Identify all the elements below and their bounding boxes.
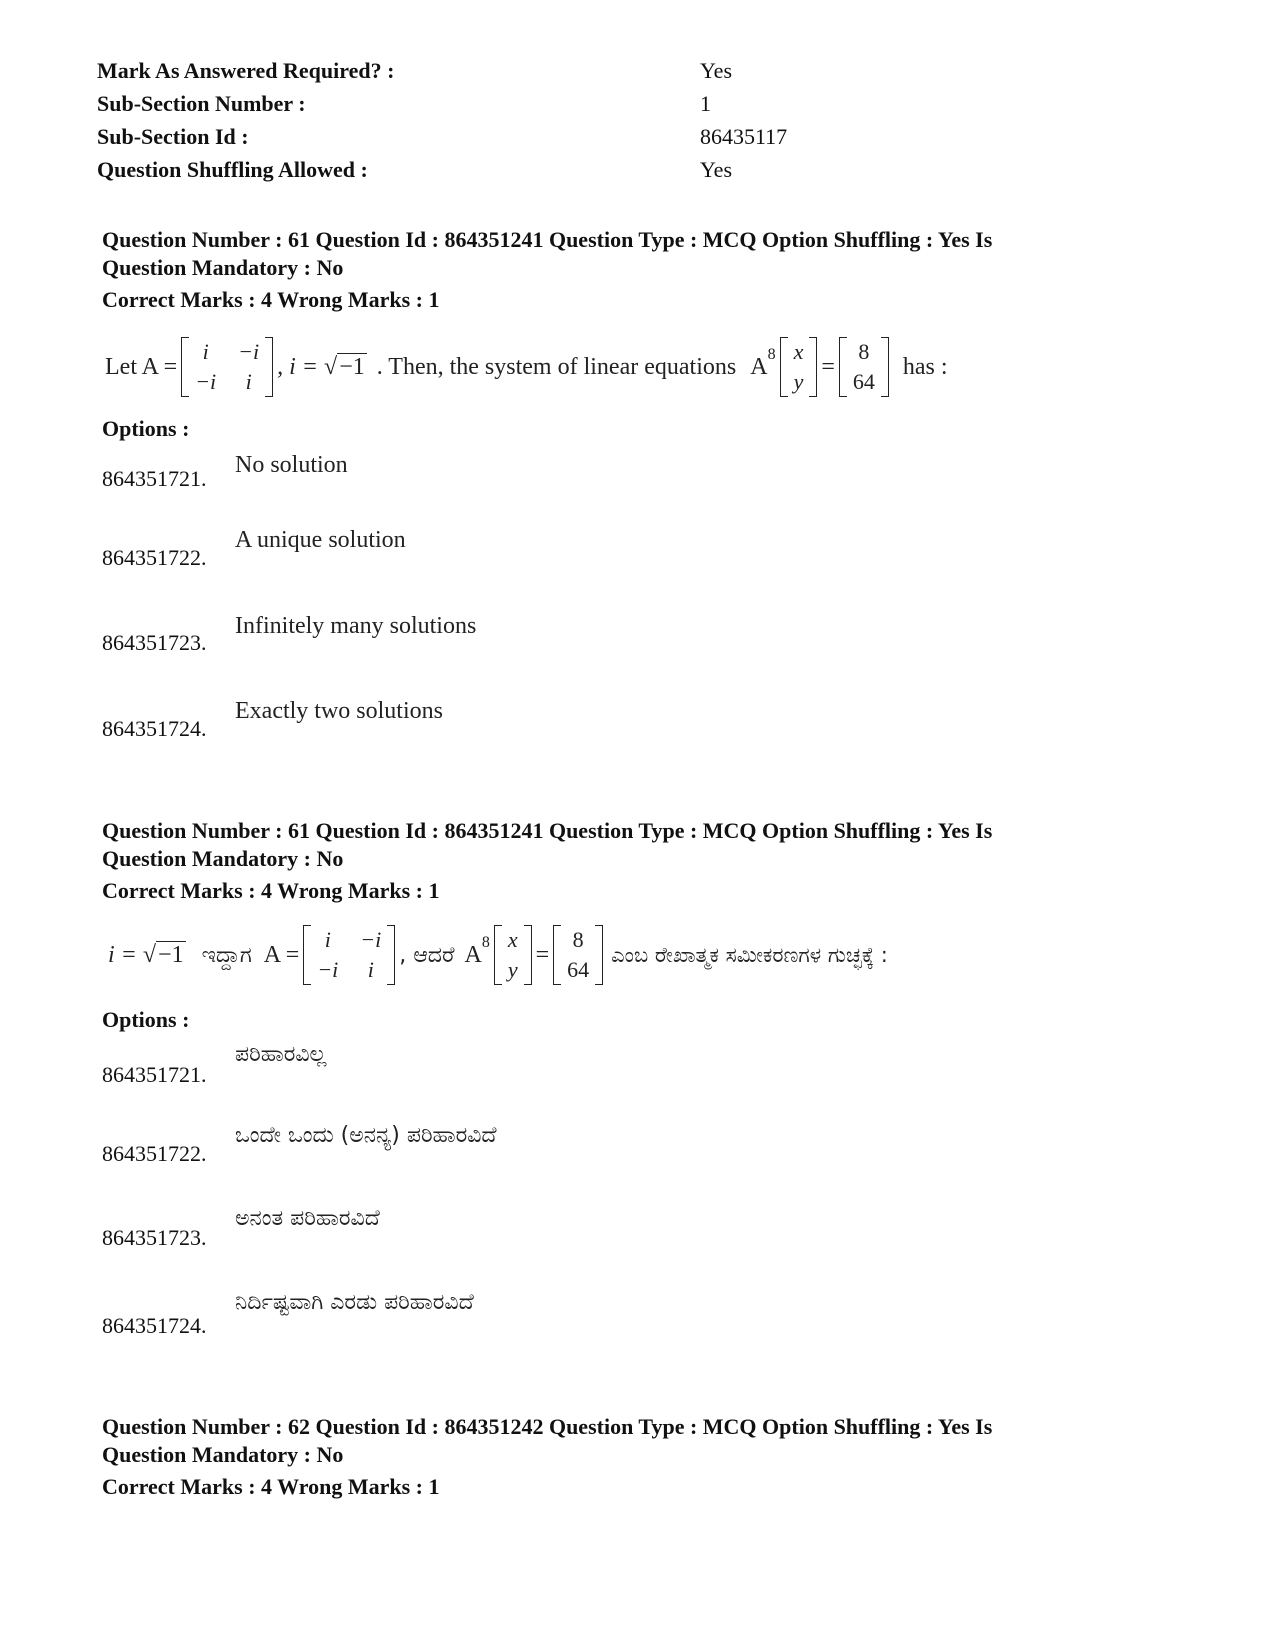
matrix-cell: −i bbox=[317, 957, 339, 982]
option-text: ಅನಂತ ಪರಿಹಾರವಿದೆ bbox=[235, 1206, 380, 1231]
vector-rhs bbox=[553, 925, 603, 985]
stem-a-equals: A = bbox=[263, 941, 300, 968]
question-stem-kannada bbox=[108, 922, 888, 988]
vector-cell: 8 bbox=[572, 927, 584, 952]
option-id: 864351722. bbox=[102, 1141, 207, 1166]
meta-value-mark-as-answered: Yes bbox=[700, 58, 733, 83]
option-text: Exactly two solutions bbox=[235, 698, 443, 724]
option-text: Infinitely many solutions bbox=[235, 613, 477, 639]
stem-iddaaga: ಇದ್ದಾಗ bbox=[201, 942, 252, 968]
stem-equals: = bbox=[821, 353, 835, 380]
question-header bbox=[102, 226, 1182, 282]
question-mandatory-line: Question Mandatory : No bbox=[102, 255, 344, 280]
option-text: ಒಂದೇ ಒಂದು (ಅನನ್ಯ) ಪರಿಹಾರವಿದೆ bbox=[235, 1123, 497, 1148]
option-id: 864351721. bbox=[102, 466, 207, 491]
stem-tail: ಎಂಬ ರೇಖಾತ್ಮಕ ಸಮೀಕರಣಗಳ ಗುಚ್ಛಕ್ಕೆ : bbox=[611, 942, 888, 967]
options-label: Options : bbox=[102, 1007, 190, 1032]
matrix-cell: i bbox=[367, 957, 374, 982]
stem-equals: = bbox=[535, 941, 550, 968]
question-marks: Correct Marks : 4 Wrong Marks : 1 bbox=[102, 878, 440, 903]
option-id: 864351723. bbox=[102, 630, 207, 655]
stem-i-equals: , i = bbox=[277, 353, 319, 380]
question-info-line: Question Number : 61 Question Id : 864351241 Question Type : MCQ Option Shuffling : Yes Is bbox=[102, 227, 993, 252]
vector-xy bbox=[494, 925, 532, 985]
question-info-line: Question Number : 61 Question Id : 864351241 Question Type : MCQ Option Shuffling : Yes Is bbox=[102, 818, 993, 843]
meta-label-sub-section-id: Sub-Section Id : bbox=[97, 124, 249, 149]
stem-let: Let A = bbox=[105, 353, 178, 380]
matrix-a bbox=[303, 925, 395, 985]
vector-cell: x bbox=[507, 927, 518, 952]
options-label: Options : bbox=[102, 416, 190, 441]
option-id: 864351724. bbox=[102, 716, 207, 741]
stem-then: . Then, the system of linear equations bbox=[376, 353, 737, 380]
sqrt-minus-one: √ −1 bbox=[142, 942, 184, 968]
meta-label-sub-section-number: Sub-Section Number : bbox=[97, 91, 306, 116]
question-marks: Correct Marks : 4 Wrong Marks : 1 bbox=[102, 287, 440, 312]
matrix-cell: i bbox=[245, 369, 252, 394]
vector-cell: y bbox=[793, 369, 804, 394]
stem-i-equals: i = bbox=[108, 941, 137, 968]
stem-a: A bbox=[464, 941, 482, 968]
meta-label-question-shuffling: Question Shuffling Allowed : bbox=[97, 157, 368, 182]
option-text: ನಿರ್ದಿಷ್ಟವಾಗಿ ಎರಡು ಪರಿಹಾರವಿದೆ bbox=[235, 1290, 474, 1315]
question-marks: Correct Marks : 4 Wrong Marks : 1 bbox=[102, 1474, 440, 1499]
option-id: 864351724. bbox=[102, 1313, 207, 1338]
matrix-cell: −i bbox=[360, 927, 382, 952]
option-text: A unique solution bbox=[235, 527, 406, 553]
matrix-cell: i bbox=[324, 927, 331, 952]
vector-cell: 64 bbox=[567, 957, 590, 982]
matrix-cell: i bbox=[202, 339, 209, 364]
meta-value-question-shuffling: Yes bbox=[700, 157, 733, 182]
question-header bbox=[102, 817, 1182, 873]
vector-cell: y bbox=[507, 957, 518, 982]
vector-cell: 8 bbox=[858, 339, 870, 364]
radicand: −1 bbox=[158, 942, 184, 968]
option-id: 864351721. bbox=[102, 1062, 207, 1087]
vector-rhs bbox=[839, 337, 889, 397]
meta-value-sub-section-id: 86435117 bbox=[700, 124, 788, 149]
meta-value-sub-section-number: 1 bbox=[700, 91, 711, 116]
matrix-cell: −i bbox=[195, 369, 217, 394]
radicand: −1 bbox=[339, 354, 365, 380]
question-info-line: Question Number : 62 Question Id : 864351242 Question Type : MCQ Option Shuffling : Yes Is bbox=[102, 1414, 993, 1439]
vector-xy bbox=[780, 337, 818, 397]
question-mandatory-line: Question Mandatory : No bbox=[102, 1442, 344, 1467]
question-header bbox=[102, 1413, 1182, 1469]
stem-adare: , ಆದರೆ bbox=[399, 942, 455, 968]
sqrt-minus-one: √ −1 bbox=[324, 354, 365, 380]
stem-has: has : bbox=[902, 353, 948, 380]
vector-cell: 64 bbox=[852, 369, 875, 394]
option-text: ಪರಿಹಾರವಿಲ್ಲ bbox=[235, 1042, 327, 1067]
question-stem-english bbox=[105, 334, 948, 400]
matrix-a bbox=[181, 337, 273, 397]
option-id: 864351723. bbox=[102, 1225, 207, 1250]
matrix-cell: −i bbox=[238, 339, 260, 364]
vector-cell: x bbox=[793, 339, 804, 364]
stem-exponent: 8 bbox=[767, 346, 776, 363]
option-id: 864351722. bbox=[102, 545, 207, 570]
stem-a: A bbox=[750, 353, 768, 380]
stem-exponent: 8 bbox=[481, 934, 490, 951]
meta-label-mark-as-answered: Mark As Answered Required? : bbox=[97, 58, 395, 83]
question-mandatory-line: Question Mandatory : No bbox=[102, 846, 344, 871]
option-text: No solution bbox=[235, 452, 348, 478]
